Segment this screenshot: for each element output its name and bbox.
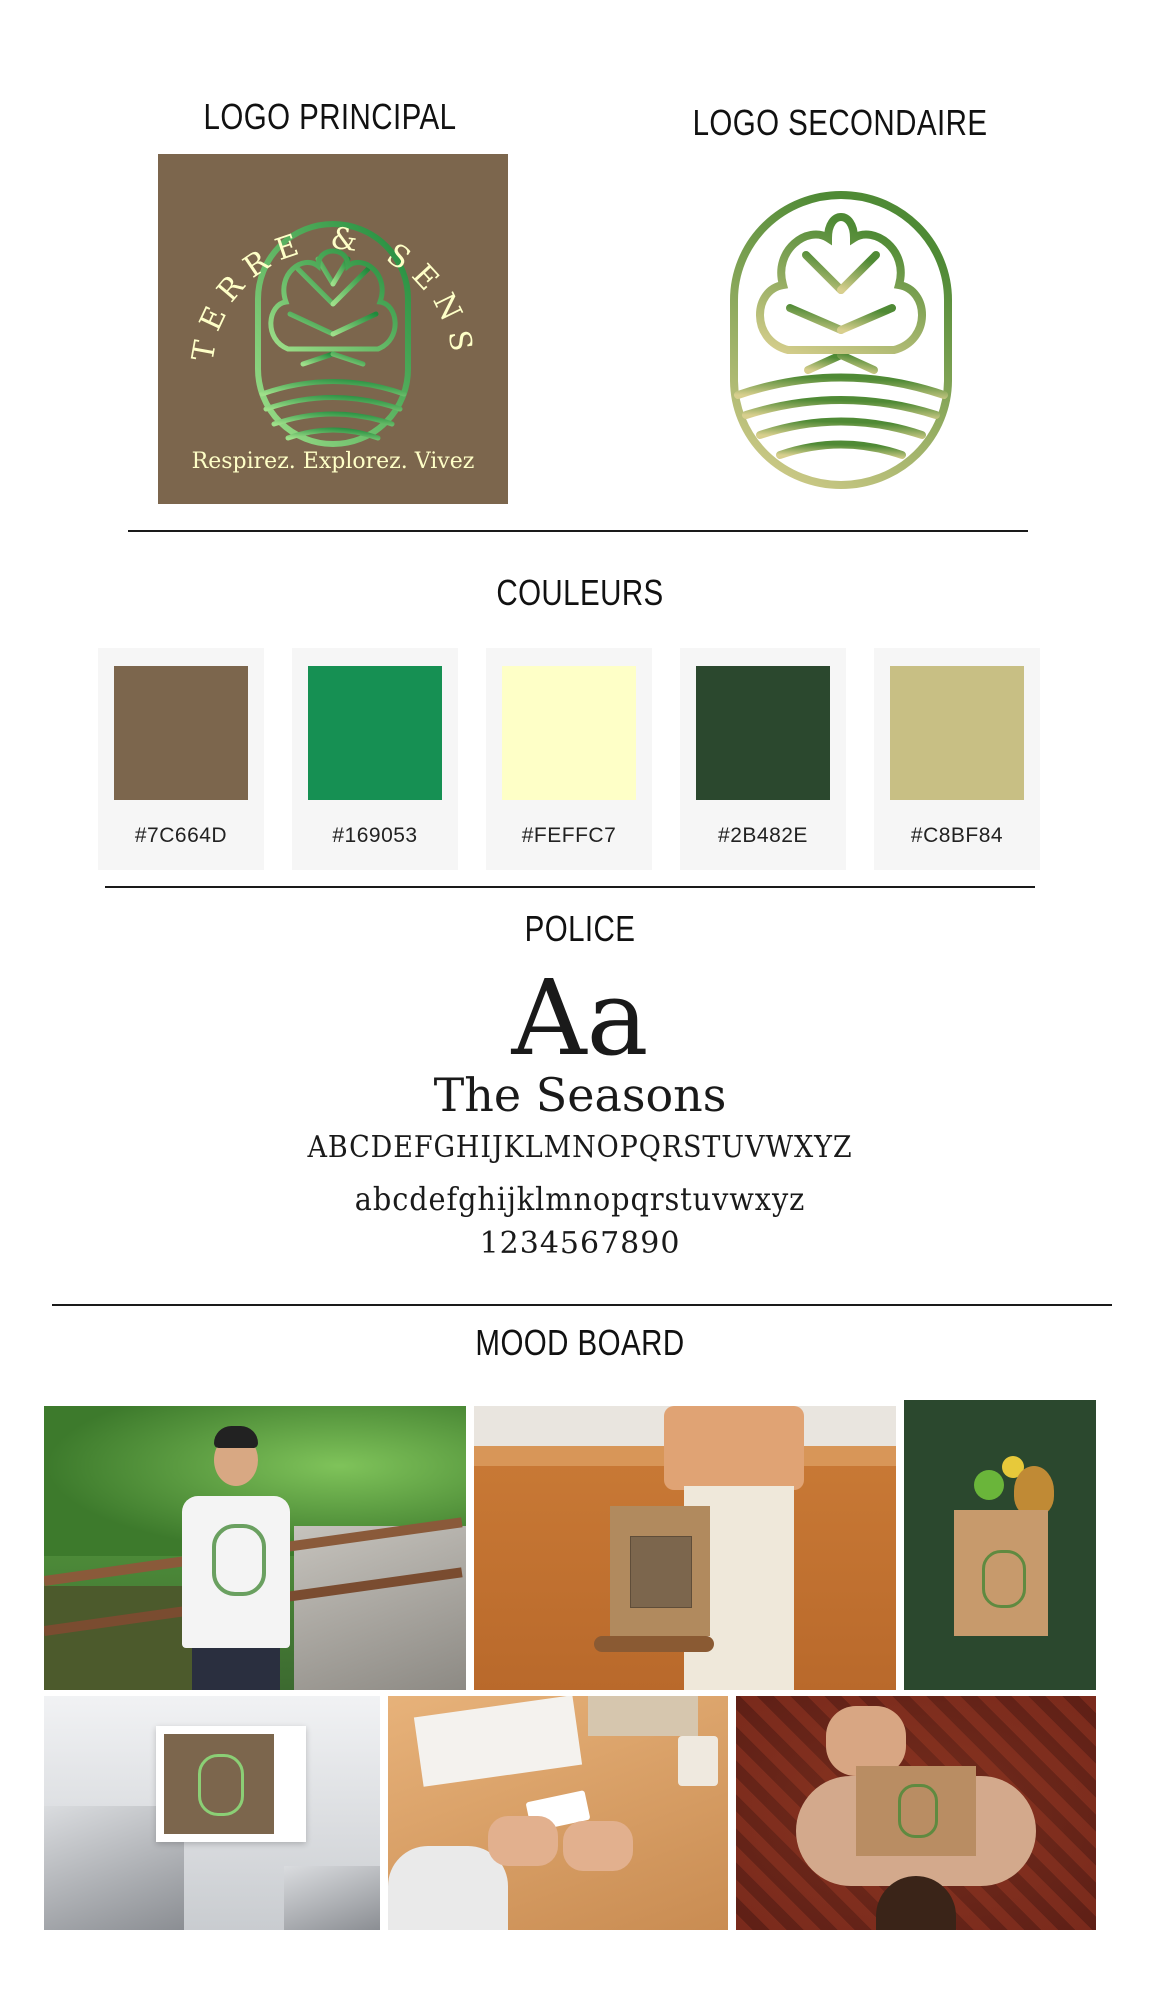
logo-tagline: Respirez. Explorez. Vivez bbox=[191, 449, 475, 474]
color-hex-label: #169053 bbox=[332, 824, 418, 847]
couleurs-heading: COULEURS bbox=[496, 572, 664, 613]
police-heading: POLICE bbox=[524, 908, 636, 949]
font-name: The Seasons bbox=[433, 1068, 727, 1122]
color-swatch bbox=[890, 666, 1024, 800]
color-hex-label: #7C664D bbox=[134, 824, 228, 847]
font-lowercase: abcdefghijklmnopqrstuvwxyz bbox=[354, 1180, 806, 1218]
color-swatch-card bbox=[874, 648, 1040, 870]
divider bbox=[128, 530, 1028, 532]
divider bbox=[105, 886, 1035, 888]
photo-grocery-bag bbox=[904, 1400, 1096, 1690]
color-swatch-card bbox=[98, 648, 264, 870]
font-uppercase: ABCDEFGHIJKLMNOPQRSTUVWXYZ bbox=[307, 1130, 853, 1165]
color-swatch-card bbox=[292, 648, 458, 870]
color-hex-label: #C8BF84 bbox=[910, 824, 1004, 847]
color-swatch-card bbox=[680, 648, 846, 870]
color-swatch bbox=[308, 666, 442, 800]
photo-paper-bag-woman bbox=[474, 1406, 896, 1690]
logo-secondaire-heading: LOGO SECONDAIRE bbox=[692, 102, 988, 143]
photo-gift-box bbox=[736, 1696, 1096, 1930]
logo-principal-heading: LOGO PRINCIPAL bbox=[203, 96, 457, 137]
color-swatch-card bbox=[486, 648, 652, 870]
font-digits: 1234567890 bbox=[479, 1226, 681, 1261]
color-hex-label: #FEFFC7 bbox=[521, 824, 617, 847]
photo-billboard bbox=[44, 1696, 380, 1930]
primary-logo bbox=[158, 154, 508, 504]
color-swatch bbox=[114, 666, 248, 800]
color-swatch bbox=[696, 666, 830, 800]
secondary-logo bbox=[728, 190, 954, 490]
tree-emblem-icon bbox=[728, 190, 954, 490]
font-sample-aa: Aa bbox=[511, 957, 649, 1079]
color-swatch bbox=[502, 666, 636, 800]
color-hex-label: #2B482E bbox=[718, 824, 808, 847]
divider bbox=[52, 1304, 1112, 1306]
svg-text:TERRE & SENS: TERRE & SENS bbox=[185, 220, 481, 364]
photo-business-card bbox=[388, 1696, 728, 1930]
mood-board-heading: MOOD BOARD bbox=[475, 1322, 685, 1363]
photo-tshirt-man bbox=[44, 1406, 466, 1690]
